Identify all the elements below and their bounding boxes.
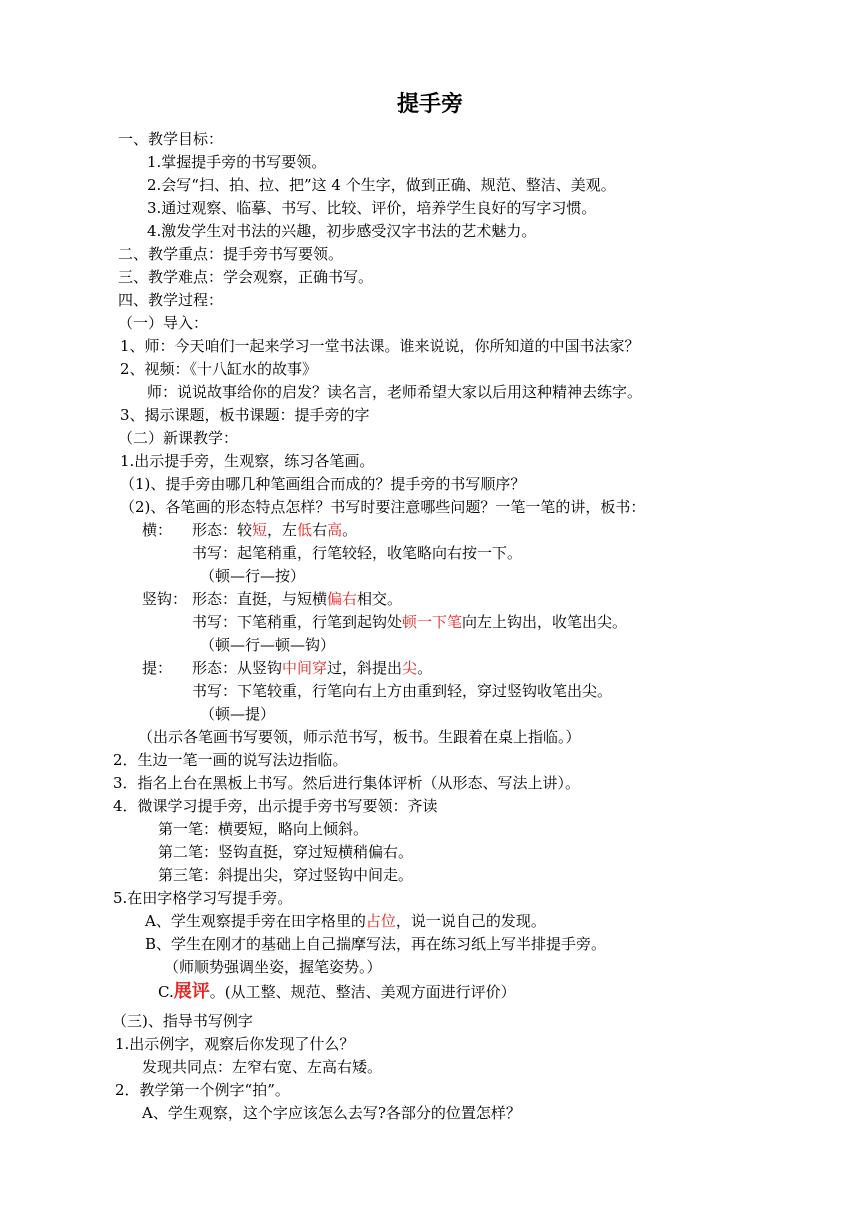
text-line <box>147 381 642 403</box>
highlight-text: 低 <box>297 521 313 539</box>
line-text: 3．指名上台在黑板上书写。然后进行集体评析（从形态、写法上讲）。 <box>113 774 581 792</box>
text-line <box>120 496 645 518</box>
text-line <box>192 680 612 702</box>
line-text: 。(从工整、规范、整洁、美观方面进行评价） <box>209 983 516 1001</box>
line-text: （出示各笔画书写要领，师示范书写，板书。生跟着在桌上指临。） <box>138 728 581 746</box>
line-text: （师顺势强调坐姿，握笔姿势。） <box>164 958 382 976</box>
stroke-label: 横： <box>142 521 173 539</box>
line-text: 形态：直挺，与短横 <box>192 590 328 608</box>
line-text: 师：说说故事给你的启发？读名言，老师希望大家以后用这种精神去练字。 <box>147 383 643 401</box>
line-text: 第三笔：斜提出尖，穿过竖钩中间走。 <box>158 866 414 884</box>
line-text: 四、教学过程： <box>118 291 224 309</box>
text-line <box>118 243 343 265</box>
text-line <box>120 450 374 472</box>
text-line <box>147 151 326 173</box>
line-text: （顿—行—顿—钩） <box>200 636 336 654</box>
highlight-text: 高 <box>327 521 343 539</box>
line-text: 二、教学重点：提手旁书写要领。 <box>118 245 344 263</box>
line-text: 1.出示例字，观察后你发现了什么？ <box>115 1035 355 1053</box>
text-line <box>200 703 275 725</box>
line-text: 第一笔：横要短，略向上倾斜。 <box>158 820 369 838</box>
line-text: 右 <box>312 521 328 539</box>
highlight-text: 中间穿 <box>282 659 328 677</box>
text-line <box>192 611 627 633</box>
text-line <box>120 335 640 357</box>
line-text: B、学生在刚才的基础上自己揣摩写法，再在练习纸上写半排提手旁。 <box>145 935 607 953</box>
line-text: 相交。 <box>357 590 403 608</box>
line-text: 书写：起笔稍重，行笔较轻，收笔略向右按一下。 <box>192 544 523 562</box>
text-line <box>120 473 525 495</box>
line-text: 书写：下笔较重，行笔向右上方由重到轻，穿过竖钩收笔出尖。 <box>192 682 613 700</box>
text-line <box>145 933 606 955</box>
line-text: （三)、指导书写例字 <box>112 1012 253 1030</box>
text-line <box>118 266 373 288</box>
line-text: 向左上钩出，收笔出尖。 <box>462 613 628 631</box>
text-line <box>200 634 335 656</box>
highlight-text: 短 <box>252 521 268 539</box>
line-text: 2．教学第一个例字“拍”。 <box>115 1081 290 1099</box>
text-line <box>200 565 305 587</box>
text-line <box>113 887 292 909</box>
text-line <box>118 128 223 150</box>
line-text: 2.会写“扫、拍、拉、把”这 4 个生字，做到正确、规范、整洁、美观。 <box>147 176 616 194</box>
text-line <box>115 1079 290 1101</box>
line-text: 形态：从竖钩 <box>192 659 283 677</box>
text-line <box>115 1033 354 1055</box>
text-line <box>138 726 581 748</box>
line-text: A、学生观察，这个字应该怎么去写?各部分的位置怎样？ <box>142 1104 521 1122</box>
line-text: 2．生边一笔一画的说写法边指临。 <box>113 751 348 769</box>
line-text: （顿—行—按） <box>200 567 306 585</box>
text-line <box>192 657 432 679</box>
line-text: 三、教学难点：学会观察，正确书写。 <box>118 268 374 286</box>
line-text: 。 <box>342 521 358 539</box>
line-text: 4.激发学生对书法的兴趣，初步感受汉字书法的艺术魅力。 <box>147 222 537 240</box>
line-text: （一）导入： <box>118 314 209 332</box>
text-line <box>145 910 546 932</box>
text-line <box>147 220 536 242</box>
highlight-text: 展评 <box>173 981 210 1002</box>
line-text: 1.掌握提手旁的书写要领。 <box>147 153 327 171</box>
line-text: 过，斜提出 <box>327 659 403 677</box>
text-line <box>147 197 596 219</box>
text-line <box>158 981 516 1003</box>
line-text: A、学生观察提手旁在田字格里的 <box>145 912 366 930</box>
line-text: ，说一说自己的发现。 <box>395 912 546 930</box>
text-line <box>112 1010 253 1032</box>
highlight-text: 偏右 <box>327 590 358 608</box>
line-text: C. <box>158 983 174 1001</box>
text-line <box>113 795 438 817</box>
line-text: （二）新课教学： <box>118 429 239 447</box>
text-line <box>118 312 208 334</box>
line-text: 2、视频：《十八缸水的故事》 <box>120 360 318 378</box>
line-text: ，左 <box>267 521 298 539</box>
stroke-label: 竖钩： <box>142 590 188 608</box>
line-text: 形态：较 <box>192 521 253 539</box>
line-text: 第二笔：竖钩直挺，穿过短横稍偏右。 <box>158 843 414 861</box>
line-text: 3.通过观察、临摹、书写、比较、评价，培养学生良好的写字习惯。 <box>147 199 597 217</box>
document-title: 提手旁 <box>396 92 463 117</box>
line-text: 书写：下笔稍重，行笔到起钩处 <box>192 613 403 631</box>
line-text: （1)、提手旁由哪几种笔画组合而成的？提手旁的书写顺序？ <box>120 475 526 493</box>
text-line <box>158 818 368 840</box>
highlight-text: 占位 <box>365 912 396 930</box>
text-line <box>192 588 402 610</box>
text-line <box>118 289 223 311</box>
text-line <box>118 427 238 449</box>
line-text: 1.出示提手旁，生观察，练习各笔画。 <box>120 452 375 470</box>
text-line <box>192 519 357 541</box>
text-line <box>164 956 382 978</box>
line-text: 5.在田字格学习写提手旁。 <box>113 889 293 907</box>
line-text: （2)、各笔画的形态特点怎样？书写时要注意哪些问题？一笔一笔的讲，板书： <box>120 498 646 516</box>
line-text: 4．微课学习提手旁，出示提手旁书写要领：齐读 <box>113 797 438 815</box>
text-line <box>120 404 370 426</box>
text-line <box>158 841 413 863</box>
highlight-text: 尖 <box>402 659 418 677</box>
text-line <box>147 174 616 196</box>
text-line <box>113 772 580 794</box>
line-text: （顿—提） <box>200 705 276 723</box>
line-text: 。 <box>417 659 433 677</box>
line-text: 一、教学目标： <box>118 130 224 148</box>
line-text: 1、师：今天咱们一起来学习一堂书法课。谁来说说，你所知道的中国书法家？ <box>120 337 640 355</box>
text-line <box>158 864 413 886</box>
text-line <box>113 749 348 771</box>
text-line <box>142 1056 382 1078</box>
line-text: 发现共同点：左窄右宽、左高右矮。 <box>142 1058 383 1076</box>
text-line <box>120 358 317 380</box>
line-text: 3、揭示课题，板书课题：提手旁的字 <box>120 406 370 424</box>
highlight-text: 顿一下笔 <box>402 613 463 631</box>
text-line <box>192 542 522 564</box>
stroke-label: 提： <box>142 659 173 677</box>
text-line <box>142 1102 521 1124</box>
